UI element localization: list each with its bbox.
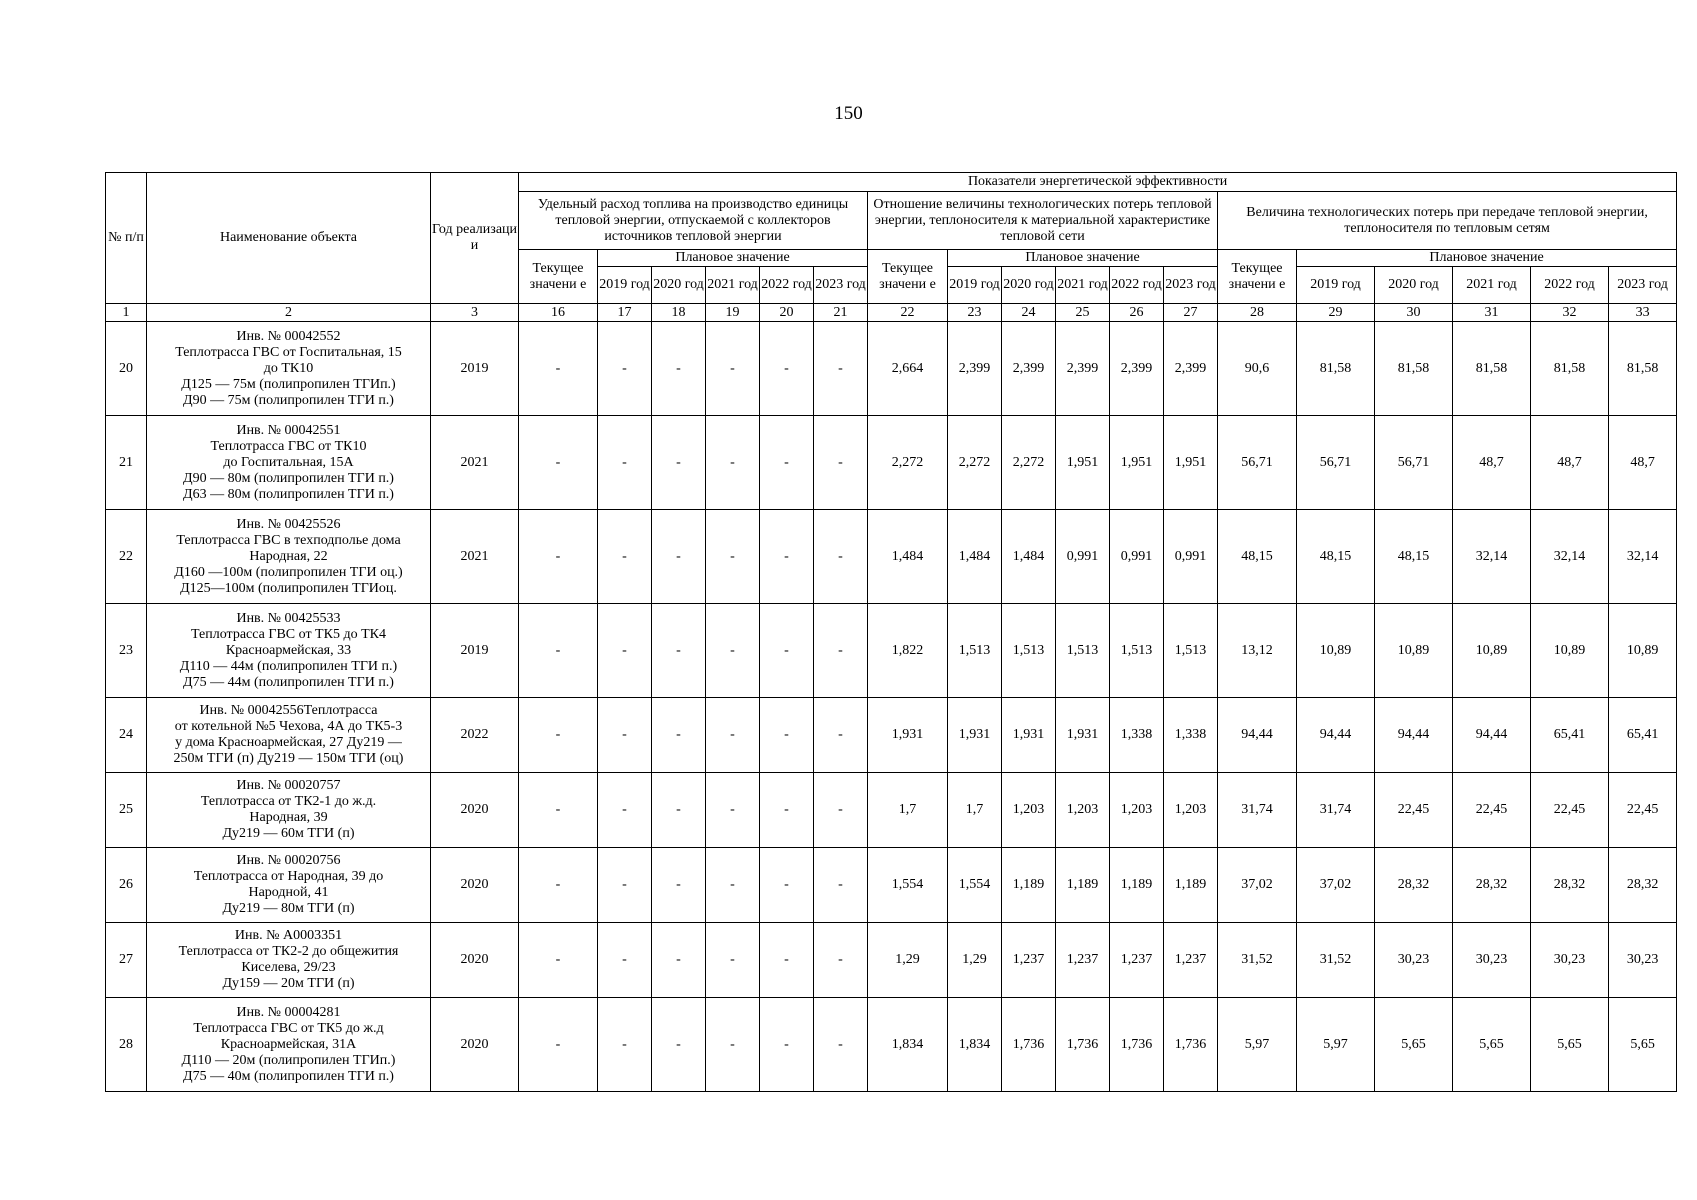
- ratio-value: 1,189: [1002, 848, 1056, 923]
- fuel-value: -: [598, 698, 652, 773]
- object-name-line: Красноармейская, 33: [225, 642, 352, 658]
- fuel-value: -: [760, 773, 814, 848]
- implementation-year: 2021: [431, 510, 519, 604]
- losses-value: 22,45: [1375, 773, 1453, 848]
- fuel-value: -: [652, 322, 706, 416]
- row-number: 23: [106, 604, 147, 698]
- object-name-line: Д90 — 75м (полипропилен ТГИ п.): [183, 392, 394, 408]
- header-year-ratio-4: 2023 год: [1164, 267, 1218, 304]
- losses-value: 30,23: [1609, 923, 1677, 998]
- object-name-line: Д75 — 40м (полипропилен ТГИ п.): [183, 1068, 394, 1084]
- ratio-value: 1,822: [868, 604, 948, 698]
- object-name-line: у дома Красноармейская, 27 Ду219 —: [175, 735, 402, 750]
- ratio-value: 2,664: [868, 322, 948, 416]
- header-planned-fuel: Плановое значение: [598, 250, 868, 267]
- implementation-year: 2019: [431, 604, 519, 698]
- ratio-value: 1,29: [948, 923, 1002, 998]
- losses-value: 28,32: [1375, 848, 1453, 923]
- ratio-value: 1,203: [1002, 773, 1056, 848]
- header-ratio: Отношение величины технологических потерь тепловой энергии, теплоносителя к материальной характеристике тепловой сети: [868, 192, 1218, 250]
- table-row: [106, 322, 1677, 416]
- fuel-value: -: [652, 998, 706, 1092]
- losses-value: 5,65: [1375, 998, 1453, 1092]
- fuel-value: -: [598, 416, 652, 510]
- ratio-value: 2,399: [1164, 322, 1218, 416]
- implementation-year: 2020: [431, 848, 519, 923]
- fuel-value: -: [760, 923, 814, 998]
- losses-value: 22,45: [1531, 773, 1609, 848]
- losses-value: 30,23: [1531, 923, 1609, 998]
- object-name-line: Инв. № 00004281: [236, 1004, 341, 1020]
- ratio-value: 1,237: [1002, 923, 1056, 998]
- losses-value: 48,7: [1453, 416, 1531, 510]
- losses-value: 10,89: [1375, 604, 1453, 698]
- table-header: [106, 173, 1677, 322]
- object-name-line: Д90 — 80м (полипропилен ТГИ п.): [183, 470, 394, 486]
- header-num: № п/п: [106, 173, 147, 304]
- fuel-value: -: [814, 698, 868, 773]
- ratio-value: 1,736: [1056, 998, 1110, 1092]
- fuel-value: -: [760, 698, 814, 773]
- header-year-losses-4: 2023 год: [1609, 267, 1677, 304]
- object-name-line: Теплотрасса ГВС в техподполье дома: [176, 532, 401, 548]
- ratio-value: 1,338: [1164, 698, 1218, 773]
- ratio-value: 1,834: [868, 998, 948, 1092]
- header-year-fuel-2: 2021 год: [706, 267, 760, 304]
- object-name-line: Теплотрасса ГВС от Госпитальная, 15: [175, 344, 402, 360]
- losses-value: 56,71: [1218, 416, 1297, 510]
- column-number: 19: [706, 304, 760, 322]
- ratio-value: 1,189: [1110, 848, 1164, 923]
- object-name-line: Д63 — 80м (полипропилен ТГИ п.): [183, 486, 394, 502]
- object-name-line: Теплотрасса от ТК2-1 до ж.д.: [200, 794, 377, 809]
- losses-value: 48,15: [1297, 510, 1375, 604]
- column-number: 26: [1110, 304, 1164, 322]
- object-name-line: Народная, 22: [249, 548, 328, 564]
- object-name: [147, 322, 431, 416]
- object-name: [147, 604, 431, 698]
- object-name-line: Теплотрасса ГВС от ТК10: [210, 438, 367, 454]
- header-year-fuel-1: 2020 год: [652, 267, 706, 304]
- losses-value: 48,15: [1218, 510, 1297, 604]
- losses-value: 48,7: [1531, 416, 1609, 510]
- fuel-value: -: [598, 923, 652, 998]
- fuel-value: -: [706, 848, 760, 923]
- losses-value: 81,58: [1453, 322, 1531, 416]
- table-row: [106, 698, 1677, 773]
- column-number: 23: [948, 304, 1002, 322]
- ratio-value: 1,736: [1110, 998, 1164, 1092]
- ratio-value: 2,399: [1110, 322, 1164, 416]
- object-name-line: 250м ТГИ (п) Ду219 — 150м ТГИ (оц): [173, 751, 404, 766]
- fuel-value: -: [519, 773, 598, 848]
- object-name-line: Теплотрасса ГВС от ТК5 до ж.д: [193, 1020, 384, 1036]
- losses-value: 28,32: [1453, 848, 1531, 923]
- losses-value: 32,14: [1531, 510, 1609, 604]
- fuel-value: -: [652, 510, 706, 604]
- object-name: [147, 510, 431, 604]
- object-name-line: Инв. № 00042551: [236, 422, 341, 438]
- losses-value: 48,7: [1609, 416, 1677, 510]
- ratio-value: 1,484: [868, 510, 948, 604]
- column-number: 1: [106, 304, 147, 322]
- losses-value: 22,45: [1453, 773, 1531, 848]
- row-number: 20: [106, 322, 147, 416]
- header-losses: Величина технологических потерь при передаче тепловой энергии, теплоносителя по тепловым сетям: [1218, 192, 1677, 250]
- header-current-losses: Текущее значени е: [1218, 250, 1297, 304]
- object-name-line: Инв. № 00425533: [236, 610, 341, 626]
- ratio-value: 1,951: [1164, 416, 1218, 510]
- implementation-year: 2020: [431, 998, 519, 1092]
- fuel-value: -: [598, 604, 652, 698]
- object-name-line: Д125—100м (полипропилен ТГИоц.: [180, 580, 397, 596]
- column-number: 20: [760, 304, 814, 322]
- fuel-value: -: [519, 604, 598, 698]
- losses-value: 48,15: [1375, 510, 1453, 604]
- fuel-value: -: [814, 998, 868, 1092]
- column-number: 18: [652, 304, 706, 322]
- table-row: [106, 773, 1677, 848]
- header-year-ratio-1: 2020 год: [1002, 267, 1056, 304]
- column-number: 3: [431, 304, 519, 322]
- fuel-value: -: [814, 510, 868, 604]
- fuel-value: -: [519, 416, 598, 510]
- fuel-value: -: [814, 848, 868, 923]
- ratio-value: 1,931: [1056, 698, 1110, 773]
- object-name-line: Ду219 — 80м ТГИ (п): [222, 901, 355, 916]
- losses-value: 5,97: [1297, 998, 1375, 1092]
- ratio-value: 1,484: [1002, 510, 1056, 604]
- object-name-line: Ду159 — 20м ТГИ (п): [222, 976, 355, 991]
- row-number: 25: [106, 773, 147, 848]
- ratio-value: 1,554: [948, 848, 1002, 923]
- losses-value: 5,65: [1453, 998, 1531, 1092]
- fuel-value: -: [519, 848, 598, 923]
- ratio-value: 1,834: [948, 998, 1002, 1092]
- losses-value: 10,89: [1531, 604, 1609, 698]
- object-name-line: до Госпитальная, 15А: [223, 454, 354, 470]
- ratio-value: 1,237: [1164, 923, 1218, 998]
- column-number: 17: [598, 304, 652, 322]
- header-year-fuel-4: 2023 год: [814, 267, 868, 304]
- losses-value: 10,89: [1453, 604, 1531, 698]
- losses-value: 30,23: [1375, 923, 1453, 998]
- ratio-value: 1,189: [1164, 848, 1218, 923]
- ratio-value: 1,554: [868, 848, 948, 923]
- ratio-value: 2,272: [868, 416, 948, 510]
- table-row: [106, 604, 1677, 698]
- column-number: 29: [1297, 304, 1375, 322]
- losses-value: 56,71: [1297, 416, 1375, 510]
- losses-value: 65,41: [1609, 698, 1677, 773]
- object-name-line: Теплотрасса от ТК2-2 до общежития: [178, 944, 399, 959]
- header-year: Год реализаци и: [431, 173, 519, 304]
- fuel-value: -: [519, 923, 598, 998]
- table-body: [106, 322, 1677, 1092]
- ratio-value: 1,513: [1056, 604, 1110, 698]
- fuel-value: -: [598, 510, 652, 604]
- ratio-value: 1,736: [1164, 998, 1218, 1092]
- column-number: 16: [519, 304, 598, 322]
- column-number: 2: [147, 304, 431, 322]
- object-name-line: Народной, 41: [248, 885, 329, 900]
- column-number: 28: [1218, 304, 1297, 322]
- losses-value: 30,23: [1453, 923, 1531, 998]
- object-name-line: Инв. № 00042552: [236, 328, 341, 344]
- ratio-value: 1,203: [1056, 773, 1110, 848]
- object-name: [147, 848, 431, 923]
- ratio-value: 1,513: [1002, 604, 1056, 698]
- ratio-value: 1,237: [1110, 923, 1164, 998]
- losses-value: 37,02: [1297, 848, 1375, 923]
- losses-value: 90,6: [1218, 322, 1297, 416]
- fuel-value: -: [706, 698, 760, 773]
- column-number: 22: [868, 304, 948, 322]
- ratio-value: 1,513: [1164, 604, 1218, 698]
- header-year-ratio-3: 2022 год: [1110, 267, 1164, 304]
- ratio-value: 1,736: [1002, 998, 1056, 1092]
- fuel-value: -: [706, 604, 760, 698]
- object-name-line: до ТК10: [263, 360, 314, 376]
- losses-value: 31,74: [1297, 773, 1375, 848]
- column-number: 31: [1453, 304, 1531, 322]
- fuel-value: -: [652, 848, 706, 923]
- losses-value: 94,44: [1218, 698, 1297, 773]
- row-number: 21: [106, 416, 147, 510]
- ratio-value: 1,951: [1056, 416, 1110, 510]
- object-name-line: Инв. № 00425526: [236, 516, 341, 532]
- losses-value: 65,41: [1531, 698, 1609, 773]
- losses-value: 81,58: [1531, 322, 1609, 416]
- header-year-losses-1: 2020 год: [1375, 267, 1453, 304]
- header-name: Наименование объекта: [147, 173, 431, 304]
- fuel-value: -: [760, 510, 814, 604]
- ratio-value: 2,399: [1002, 322, 1056, 416]
- ratio-value: 1,237: [1056, 923, 1110, 998]
- object-name: [147, 416, 431, 510]
- fuel-value: -: [760, 416, 814, 510]
- header-planned-ratio: Плановое значение: [948, 250, 1218, 267]
- object-name-line: Инв. № 00020757: [236, 778, 341, 793]
- ratio-value: 1,7: [868, 773, 948, 848]
- table-row: [106, 510, 1677, 604]
- losses-value: 81,58: [1297, 322, 1375, 416]
- header-year-fuel-0: 2019 год: [598, 267, 652, 304]
- header-year-losses-3: 2022 год: [1531, 267, 1609, 304]
- losses-value: 10,89: [1609, 604, 1677, 698]
- ratio-value: 0,991: [1056, 510, 1110, 604]
- fuel-value: -: [519, 998, 598, 1092]
- header-year-ratio-0: 2019 год: [948, 267, 1002, 304]
- losses-value: 22,45: [1609, 773, 1677, 848]
- ratio-value: 1,931: [1002, 698, 1056, 773]
- object-name-line: Народная, 39: [249, 810, 328, 825]
- losses-value: 94,44: [1375, 698, 1453, 773]
- implementation-year: 2019: [431, 322, 519, 416]
- fuel-value: -: [814, 416, 868, 510]
- losses-value: 5,65: [1609, 998, 1677, 1092]
- losses-value: 32,14: [1609, 510, 1677, 604]
- row-number: 27: [106, 923, 147, 998]
- column-numbers-row: [106, 304, 1677, 322]
- column-number: 24: [1002, 304, 1056, 322]
- fuel-value: -: [652, 698, 706, 773]
- column-number: 27: [1164, 304, 1218, 322]
- ratio-value: 1,338: [1110, 698, 1164, 773]
- losses-value: 56,71: [1375, 416, 1453, 510]
- implementation-year: 2022: [431, 698, 519, 773]
- losses-value: 31,52: [1297, 923, 1375, 998]
- object-name-line: Д110 — 44м (полипропилен ТГИ п.): [179, 658, 398, 674]
- ratio-value: 1,203: [1164, 773, 1218, 848]
- fuel-value: -: [814, 773, 868, 848]
- fuel-value: -: [598, 998, 652, 1092]
- losses-value: 28,32: [1531, 848, 1609, 923]
- column-number: 33: [1609, 304, 1677, 322]
- object-name-line: Д75 — 44м (полипропилен ТГИ п.): [183, 674, 394, 690]
- fuel-value: -: [598, 773, 652, 848]
- losses-value: 32,14: [1453, 510, 1531, 604]
- object-name-line: Д160 —100м (полипропилен ТГИ оц.): [174, 564, 403, 580]
- header-group-title: Показатели энергетической эффективности: [519, 173, 1677, 192]
- fuel-value: -: [598, 848, 652, 923]
- header-fuel: Удельный расход топлива на производство единицы тепловой энергии, отпускаемой с коллекторов источников тепловой энергии: [519, 192, 868, 250]
- fuel-value: -: [706, 773, 760, 848]
- object-name-line: Ду219 — 60м ТГИ (п): [222, 826, 355, 841]
- row-number: 22: [106, 510, 147, 604]
- column-number: 32: [1531, 304, 1609, 322]
- fuel-value: -: [519, 322, 598, 416]
- fuel-value: -: [652, 773, 706, 848]
- ratio-value: 1,931: [868, 698, 948, 773]
- row-number: 28: [106, 998, 147, 1092]
- ratio-value: 1,513: [1110, 604, 1164, 698]
- fuel-value: -: [760, 604, 814, 698]
- object-name-line: Теплотрасса ГВС от ТК5 до ТК4: [191, 626, 386, 642]
- object-name-line: Теплотрасса от Народная, 39 до: [193, 869, 384, 884]
- losses-value: 94,44: [1453, 698, 1531, 773]
- losses-value: 28,32: [1609, 848, 1677, 923]
- implementation-year: 2021: [431, 416, 519, 510]
- fuel-value: -: [519, 510, 598, 604]
- ratio-value: 1,951: [1110, 416, 1164, 510]
- fuel-value: -: [706, 923, 760, 998]
- efficiency-table: [105, 172, 1677, 1092]
- fuel-value: -: [652, 416, 706, 510]
- table-row: [106, 416, 1677, 510]
- object-name: [147, 773, 431, 848]
- column-number: 25: [1056, 304, 1110, 322]
- fuel-value: -: [706, 416, 760, 510]
- losses-value: 37,02: [1218, 848, 1297, 923]
- fuel-value: -: [760, 998, 814, 1092]
- column-number: 21: [814, 304, 868, 322]
- ratio-value: 2,272: [1002, 416, 1056, 510]
- table-row: [106, 923, 1677, 998]
- fuel-value: -: [706, 998, 760, 1092]
- ratio-value: 1,513: [948, 604, 1002, 698]
- object-name: [147, 998, 431, 1092]
- object-name: [147, 923, 431, 998]
- losses-value: 10,89: [1297, 604, 1375, 698]
- losses-value: 5,97: [1218, 998, 1297, 1092]
- fuel-value: -: [814, 604, 868, 698]
- fuel-value: -: [814, 923, 868, 998]
- object-name-line: Инв. № 00020756: [236, 853, 341, 868]
- implementation-year: 2020: [431, 923, 519, 998]
- ratio-value: 1,189: [1056, 848, 1110, 923]
- ratio-value: 2,272: [948, 416, 1002, 510]
- ratio-value: 1,931: [948, 698, 1002, 773]
- row-number: 26: [106, 848, 147, 923]
- losses-value: 94,44: [1297, 698, 1375, 773]
- fuel-value: -: [760, 848, 814, 923]
- object-name-line: Красноармейская, 31А: [220, 1036, 357, 1052]
- ratio-value: 2,399: [1056, 322, 1110, 416]
- column-number: 30: [1375, 304, 1453, 322]
- ratio-value: 1,7: [948, 773, 1002, 848]
- header-year-losses-0: 2019 год: [1297, 267, 1375, 304]
- header-year-ratio-2: 2021 год: [1056, 267, 1110, 304]
- object-name-line: Инв. № 00042556Теплотрасса: [199, 703, 378, 718]
- object-name-line: Д110 — 20м (полипропилен ТГИп.): [181, 1052, 396, 1068]
- header-year-fuel-3: 2022 год: [760, 267, 814, 304]
- header-current-fuel: Текущее значени е: [519, 250, 598, 304]
- implementation-year: 2020: [431, 773, 519, 848]
- ratio-value: 2,399: [948, 322, 1002, 416]
- losses-value: 31,74: [1218, 773, 1297, 848]
- object-name-line: Инв. № А0003351: [234, 928, 343, 943]
- losses-value: 5,65: [1531, 998, 1609, 1092]
- losses-value: 81,58: [1375, 322, 1453, 416]
- object-name-line: от котельной №5 Чехова, 4А до ТК5-3: [174, 719, 403, 734]
- header-year-losses-2: 2021 год: [1453, 267, 1531, 304]
- losses-value: 31,52: [1218, 923, 1297, 998]
- fuel-value: -: [760, 322, 814, 416]
- table-row: [106, 998, 1677, 1092]
- ratio-value: 1,484: [948, 510, 1002, 604]
- ratio-value: 1,203: [1110, 773, 1164, 848]
- object-name: [147, 698, 431, 773]
- ratio-value: 0,991: [1164, 510, 1218, 604]
- ratio-value: 1,29: [868, 923, 948, 998]
- table-row: [106, 848, 1677, 923]
- page-number: 150: [834, 103, 863, 124]
- header-planned-losses: Плановое значение: [1297, 250, 1677, 267]
- fuel-value: -: [598, 322, 652, 416]
- object-name-line: Киселева, 29/23: [241, 960, 336, 975]
- header-current-ratio: Текущее значени е: [868, 250, 948, 304]
- ratio-value: 0,991: [1110, 510, 1164, 604]
- fuel-value: -: [519, 698, 598, 773]
- row-number: 24: [106, 698, 147, 773]
- fuel-value: -: [706, 510, 760, 604]
- fuel-value: -: [706, 322, 760, 416]
- losses-value: 81,58: [1609, 322, 1677, 416]
- fuel-value: -: [814, 322, 868, 416]
- object-name-line: Д125 — 75м (полипропилен ТГИп.): [181, 376, 396, 392]
- fuel-value: -: [652, 923, 706, 998]
- losses-value: 13,12: [1218, 604, 1297, 698]
- fuel-value: -: [652, 604, 706, 698]
